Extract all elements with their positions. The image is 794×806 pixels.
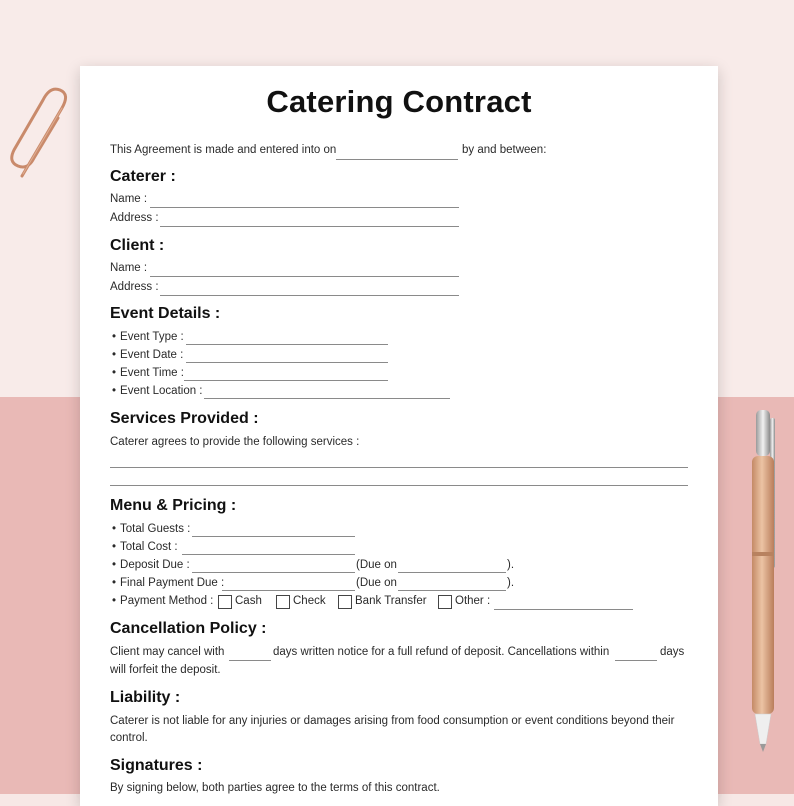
cancellation-heading: Cancellation Policy : bbox=[110, 620, 267, 637]
caterer-heading: Caterer : bbox=[110, 168, 176, 185]
event-date-label: • Event Date : bbox=[112, 349, 183, 361]
page-title: Catering Contract bbox=[266, 84, 532, 119]
cash-label: Cash bbox=[235, 595, 262, 607]
services-line-1[interactable] bbox=[110, 467, 688, 468]
agreement-date-field[interactable] bbox=[336, 159, 458, 160]
event-type-field[interactable] bbox=[186, 344, 388, 345]
deposit-close: ). bbox=[507, 559, 515, 571]
payment-method-label: • Payment Method : bbox=[112, 595, 213, 607]
final-payment-due-field[interactable] bbox=[222, 590, 355, 591]
bank-transfer-checkbox[interactable] bbox=[338, 595, 352, 609]
event-details-heading: Event Details : bbox=[110, 305, 221, 322]
client-address-field[interactable] bbox=[160, 295, 459, 296]
caterer-name-field[interactable] bbox=[150, 207, 459, 208]
client-name-label: Name : bbox=[110, 262, 148, 274]
final-payment-due-label: • Final Payment Due : bbox=[112, 577, 224, 589]
total-cost-label: • Total Cost : bbox=[112, 541, 178, 553]
services-text: Caterer agrees to provide the following services : bbox=[110, 436, 360, 448]
final-payment-due-on-label: (Due on bbox=[356, 577, 397, 589]
total-guests-field[interactable] bbox=[192, 536, 355, 537]
other-label: Other : bbox=[455, 595, 491, 607]
event-location-label: • Event Location : bbox=[112, 385, 203, 397]
check-checkbox[interactable] bbox=[276, 595, 290, 609]
event-type-label: • Event Type : bbox=[112, 331, 184, 343]
check-label: Check bbox=[293, 595, 326, 607]
intro-text-end: by and between: bbox=[462, 144, 547, 156]
cancellation-text-a: Client may cancel with bbox=[110, 646, 225, 658]
intro-text: This Agreement is made and entered into on bbox=[110, 144, 337, 156]
liability-text-line1: Caterer is not liable for any injuries or damages arising from food consumption or event conditions beyond their bbox=[110, 715, 675, 727]
event-time-label: • Event Time : bbox=[112, 367, 184, 379]
cash-checkbox[interactable] bbox=[218, 595, 232, 609]
cancellation-forfeit-days-field[interactable] bbox=[615, 660, 657, 661]
cancellation-text-c: days bbox=[660, 646, 685, 658]
cancellation-text-b: days written notice for a full refund of deposit. Cancellations within bbox=[273, 646, 610, 658]
final-payment-due-date-field[interactable] bbox=[398, 590, 506, 591]
deposit-due-date-field[interactable] bbox=[398, 572, 506, 573]
cancellation-notice-days-field[interactable] bbox=[229, 660, 271, 661]
services-heading: Services Provided : bbox=[110, 410, 259, 427]
client-heading: Client : bbox=[110, 237, 165, 254]
total-guests-label: • Total Guests : bbox=[112, 523, 190, 535]
caterer-name-label: Name : bbox=[110, 193, 148, 205]
client-address-label: Address : bbox=[110, 281, 159, 293]
event-time-field[interactable] bbox=[184, 380, 388, 381]
event-location-field[interactable] bbox=[204, 398, 450, 399]
total-cost-field[interactable] bbox=[182, 554, 355, 555]
liability-heading: Liability : bbox=[110, 689, 181, 706]
contract-page bbox=[80, 66, 718, 806]
event-date-field[interactable] bbox=[186, 362, 388, 363]
deposit-due-on-label: (Due on bbox=[356, 559, 397, 571]
deposit-due-label: • Deposit Due : bbox=[112, 559, 190, 571]
liability-text-line2: control. bbox=[110, 732, 148, 744]
bank-transfer-label: Bank Transfer bbox=[355, 595, 427, 607]
deposit-due-field[interactable] bbox=[192, 572, 355, 573]
other-payment-field[interactable] bbox=[494, 609, 633, 610]
menu-pricing-heading: Menu & Pricing : bbox=[110, 497, 237, 514]
caterer-address-field[interactable] bbox=[160, 226, 459, 227]
caterer-address-label: Address : bbox=[110, 212, 159, 224]
final-payment-close: ). bbox=[507, 577, 515, 589]
signatures-text: By signing below, both parties agree to the terms of this contract. bbox=[110, 782, 440, 794]
cancellation-text-line2: will forfeit the deposit. bbox=[110, 664, 221, 676]
client-name-field[interactable] bbox=[150, 276, 459, 277]
signatures-heading: Signatures : bbox=[110, 757, 203, 774]
services-line-2[interactable] bbox=[110, 485, 688, 486]
other-checkbox[interactable] bbox=[438, 595, 452, 609]
